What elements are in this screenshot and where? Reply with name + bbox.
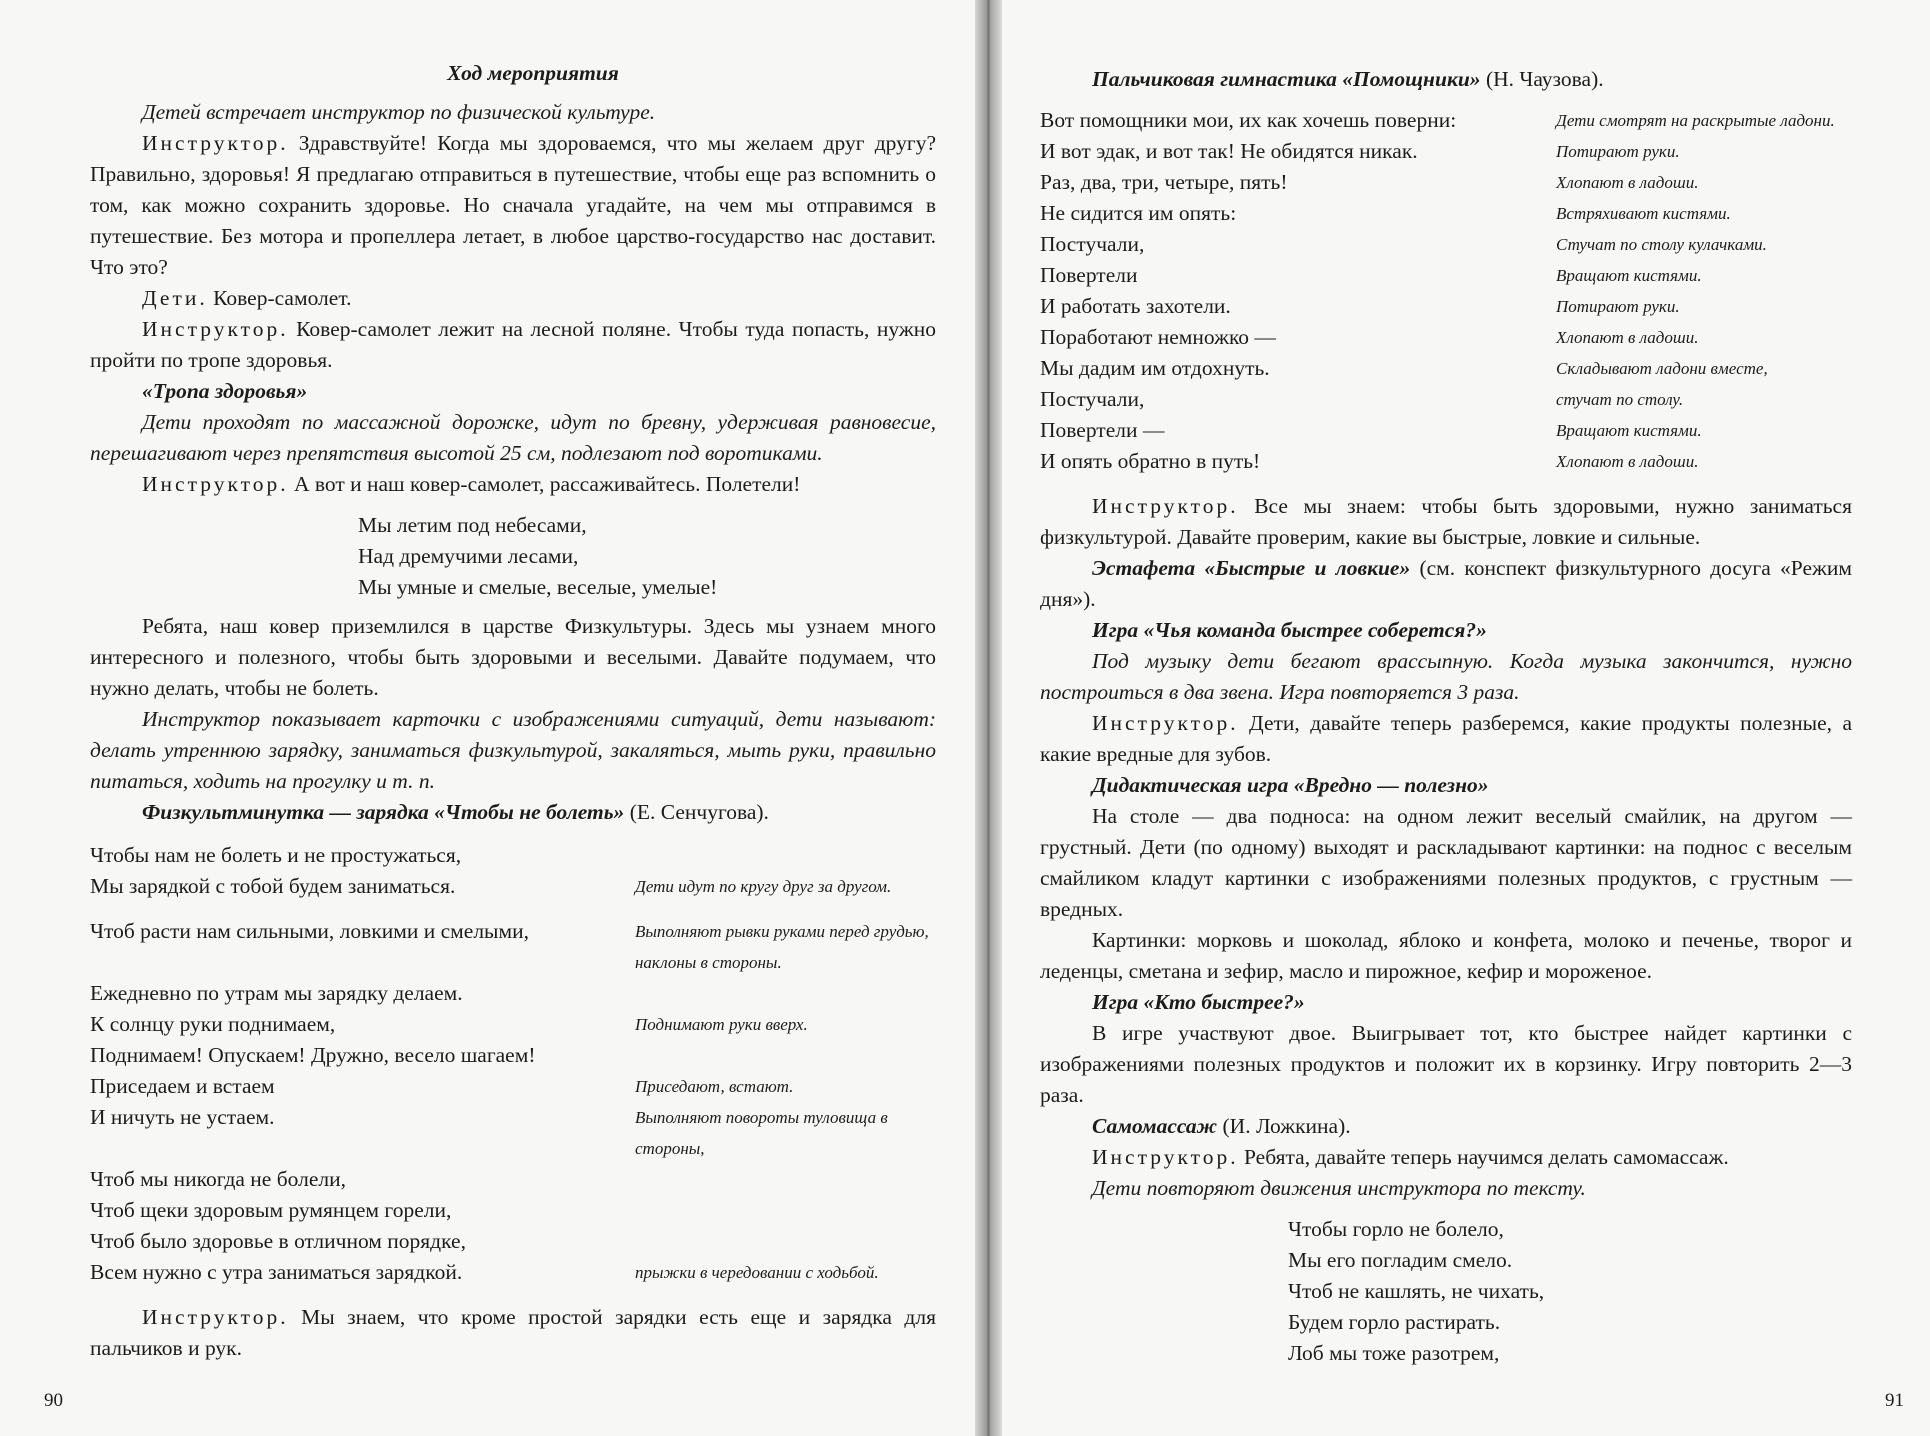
speaker-label: Инструктор. xyxy=(142,1305,289,1329)
section-heading: Игра «Кто быстрее?» xyxy=(1092,990,1305,1014)
section-heading: Самомассаж (И. Ложкина). xyxy=(1092,1114,1351,1138)
poem-line: Чтоб не кашлять, не чихать, xyxy=(1288,1279,1545,1303)
speaker-label: Инструктор. xyxy=(1092,1145,1239,1169)
verse-row: Вот помощники мои, их как хочешь поверни: Дети смотрят на раскрытые ладони. xyxy=(1040,108,1835,132)
section-heading: Эстафета «Быстрые и ловкие» (см. конспект физкультурного досуга «Режим дня»). xyxy=(1040,556,1852,611)
poem-line: Чтобы горло не болело, xyxy=(1288,1217,1504,1241)
finger-gymnastics-verses xyxy=(1040,105,1852,477)
verse-row: Мы зарядкой с тобой будем заниматься. Дети идут по кругу друг за другом. xyxy=(90,874,892,898)
paragraph: Ребята, наш ковер приземлился в царстве Физкультуры. Здесь мы узнаем много интересного и полезного, чтобы быть здоровыми и веселыми. Давайте подумаем, что нужно делать, чтобы не болеть. xyxy=(90,614,936,700)
verse-row: Приседаем и встаем Приседают, встают. xyxy=(90,1074,794,1098)
book-gutter xyxy=(975,0,1002,1436)
verse-row: Поднимаем! Опускаем! Дружно, весело шагаем! xyxy=(90,1043,536,1067)
verse-row: Повертели — Вращают кистями. xyxy=(1040,418,1702,442)
verse-row: Чтоб мы никогда не болели, xyxy=(90,1167,347,1191)
verse-row: Поработают немножко — Хлопают в ладоши. xyxy=(1040,325,1699,349)
section-heading: Дидактическая игра «Вредно — полезно» xyxy=(1092,773,1489,797)
verse-row: И вот эдак, и вот так! Не обидятся никак. Потирают руки. xyxy=(1040,139,1680,163)
speaker-label: Инструктор. xyxy=(142,317,289,341)
paragraph: Инструктор. Здравствуйте! Когда мы здороваемся, что мы желаем друг другу? Правильно, здоровья! Я предлагаю отправиться в путешествие, чтобы еще раз вспомнить о том, как можно сохранить здоровье. Но сначала угадайте, на чем мы отправимся в путешествие. Без мотора и пропеллера летает, в любое царство-государство нас доставит. Что это? xyxy=(90,131,936,279)
poem-line: Будем горло растирать. xyxy=(1288,1310,1501,1334)
paragraph: Дети. Ковер-самолет. xyxy=(142,286,352,310)
paragraph: Инструктор показывает карточки с изображениями ситуаций, дети называют: делать утреннюю зарядку, заниматься физкультурой, закаляться, мыть руки, правильно питаться, ходить на прогулку и т. п. xyxy=(90,707,936,793)
section-heading: Физкультминутка — зарядка «Чтобы не болеть» (Е. Сенчугова). xyxy=(142,800,769,824)
paragraph: Инструктор. А вот и наш ковер-самолет, рассаживайтесь. Полетели! xyxy=(142,472,801,496)
paragraph: Инструктор. Мы знаем, что кроме простой зарядки есть еще и зарядка для пальчиков и рук. xyxy=(90,1305,936,1360)
paragraph: Инструктор. Ковер-самолет лежит на лесной поляне. Чтобы туда попасть, нужно пройти по тропе здоровья. xyxy=(90,317,936,372)
verse-row: И ничуть не устаем. Выполняют повороты туловища в стороны, xyxy=(90,1105,888,1158)
page-title: Ход мероприятия xyxy=(447,61,619,85)
verse-row: Чтоб было здоровье в отличном порядке, xyxy=(90,1229,466,1253)
page-number: 91 xyxy=(1885,1390,1904,1411)
section-heading: Игра «Чья команда быстрее соберется?» xyxy=(1092,618,1487,642)
poem-line: Мы умные и смелые, веселые, умелые! xyxy=(358,575,718,599)
verse-row: Повертели Вращают кистями. xyxy=(1040,263,1702,287)
paragraph: В игре участвуют двое. Выигрывает тот, кто быстрее найдет картинки с изображениями полезных продуктов и положит их в корзинку. Игру повторить 2—3 раза. xyxy=(1040,1021,1852,1107)
speaker-label: Инструктор. xyxy=(1092,711,1239,735)
verse-row: Ежедневно по утрам мы зарядку делаем. xyxy=(90,981,463,1005)
poem-line: Мы его погладим смело. xyxy=(1288,1248,1513,1272)
verse-row: И опять обратно в путь! Хлопают в ладоши. xyxy=(1040,449,1699,473)
verse-row: И работать захотели. Потирают руки. xyxy=(1040,294,1680,318)
poem-line: Над дремучими лесами, xyxy=(358,544,579,568)
page-number: 90 xyxy=(44,1390,63,1411)
verse-row: Чтобы нам не болеть и не простужаться, xyxy=(90,843,462,867)
exercise-verses xyxy=(90,840,936,1288)
right-page xyxy=(1002,0,1930,1436)
paragraph: Инструктор. Ребята, давайте теперь научимся делать самомассаж. xyxy=(1092,1145,1729,1169)
paragraph: Дети проходят по массажной дорожке, идут по бревну, удерживая равновесие, перешагивают через препятствия высотой 25 см, подлезают под воротиками. xyxy=(90,410,936,465)
section-heading: «Тропа здоровья» xyxy=(142,379,308,403)
speaker-label: Инструктор. xyxy=(1092,494,1239,518)
paragraph: Картинки: морковь и шоколад, яблоко и конфета, молоко и печенье, творог и леденцы, сметана и зефир, масло и пирожное, кефир и мороженое. xyxy=(1040,928,1852,983)
section-heading: Пальчиковая гимнастика «Помощники» (Н. Чаузова). xyxy=(1092,67,1604,91)
paragraph: Инструктор. Дети, давайте теперь разберемся, какие продукты полезные, а какие вредные для зубов. xyxy=(1040,711,1852,766)
paragraph: Детей встречает инструктор по физической культуре. xyxy=(142,100,656,124)
verse-row: Раз, два, три, четыре, пять! Хлопают в ладоши. xyxy=(1040,170,1699,194)
verse-row: Всем нужно с утра заниматься зарядкой. прыжки в чередовании с ходьбой. xyxy=(90,1260,879,1284)
poem-line: Лоб мы тоже разотрем, xyxy=(1288,1341,1500,1365)
paragraph: На столе — два подноса: на одном лежит веселый смайлик, на другом — грустный. Дети (по одному) выходят и раскладывают картинки: на поднос с веселым смайликом кладут картинки с изображениями полезных продуктов, с грустным — вредных. xyxy=(1040,804,1852,921)
poem xyxy=(1040,1214,1852,1369)
paragraph: Под музыку дети бегают врассыпную. Когда музыка закончится, нужно построиться в два звена. Игра повторяется 3 раза. xyxy=(1040,649,1852,704)
speaker-label: Дети. xyxy=(142,286,208,310)
verse-row: Чтоб щеки здоровым румянцем горели, xyxy=(90,1198,452,1222)
verse-row: Постучали, стучат по столу. xyxy=(1040,387,1684,411)
paragraph: Дети повторяют движения инструктора по тексту. xyxy=(1092,1176,1586,1200)
speaker-label: Инструктор. xyxy=(142,131,289,155)
verse-row: Чтоб расти нам сильными, ловкими и смелыми, Выполняют рывки руками перед грудью, наклоны в стороны. xyxy=(90,919,929,972)
verse-row: К солнцу руки поднимаем, Поднимают руки вверх. xyxy=(90,1012,808,1036)
verse-row: Мы дадим им отдохнуть. Складывают ладони вместе, xyxy=(1040,356,1768,380)
poem xyxy=(90,510,936,603)
verse-row: Не сидится им опять: Встряхивают кистями. xyxy=(1040,201,1731,225)
speaker-label: Инструктор. xyxy=(142,472,289,496)
paragraph: Инструктор. Все мы знаем: чтобы быть здоровыми, нужно заниматься физкультурой. Давайте проверим, какие вы быстрые, ловкие и сильные. xyxy=(1040,494,1852,549)
poem-line: Мы летим под небесами, xyxy=(358,513,587,537)
verse-row: Постучали, Стучат по столу кулачками. xyxy=(1040,232,1767,256)
